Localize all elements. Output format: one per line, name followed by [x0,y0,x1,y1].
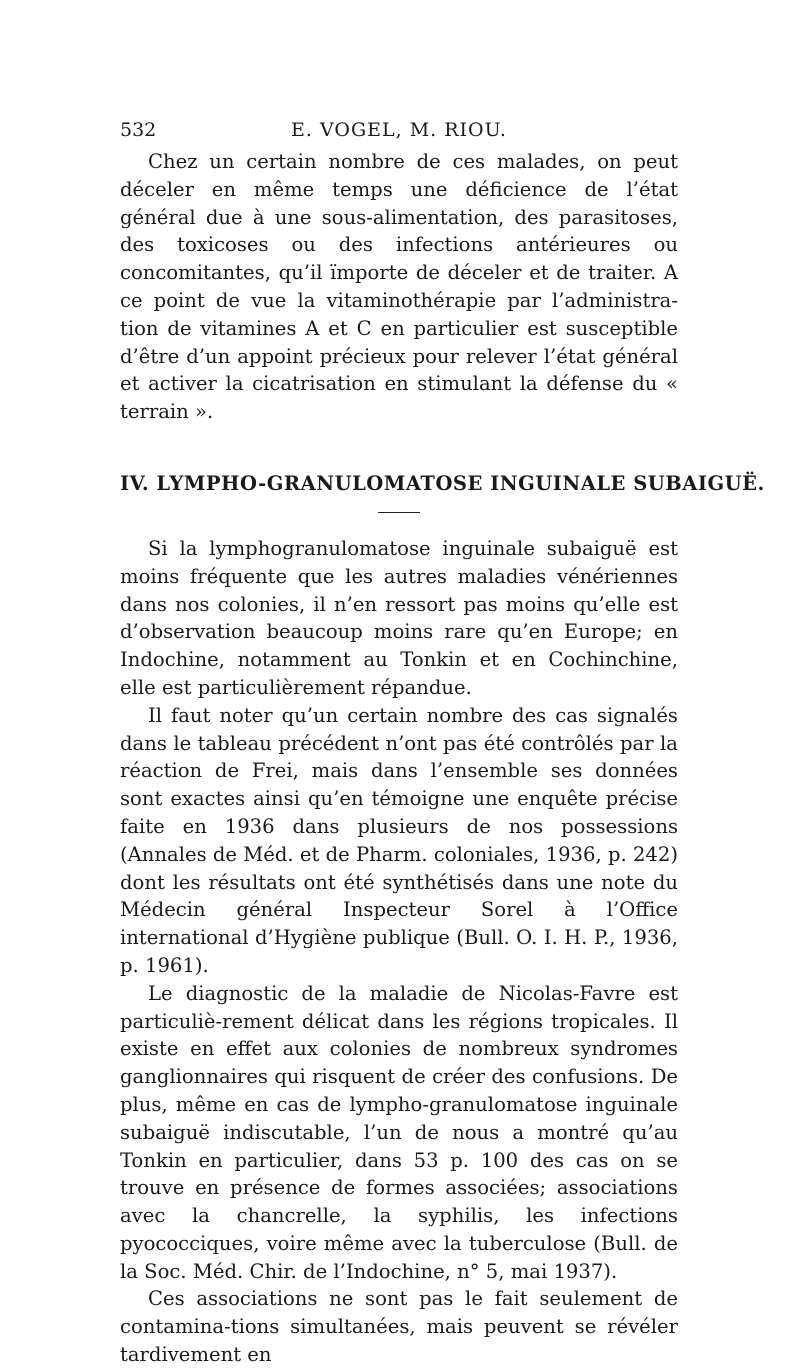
page-number: 532 [120,119,157,141]
paragraph-5: Ces associations ne sont pas le fait seulement de contamina-tions simultanées, mais peuvent se révéler tardivement en [120,1287,678,1367]
running-header [120,112,678,148]
paragraph-4: Le diagnostic de la maladie de Nicolas-Favre est particuliè-rement délicat dans les régions tropicales. Il existe en effet aux colonies de nombreux syndromes ganglionnaires qui risquent de créer des confusions. De plus, même en cas de lympho-granulomatose inguinale subaiguë indiscutable, l’un de nous a montré qu’au Tonkin en particulier, dans 53 p. 100 des cas on se trouve en présence de formes associées; associations avec la chancrelle, la syphilis, les infections pyococciques, voire même avec la tuberculose (Bull. de la Soc. Méd. Chir. de l’Indochine, n° 5, mai 1937). [120,981,678,1283]
paragraph-2: Si la lymphogranulomatose inguinale subaiguë est moins fréquente que les autres maladies vénériennes dans nos colonies, il n’en ressort pas moins qu’elle est d’observation beaucoup moins rare qu’en Europe; en Indochine, notamment au Tonkin et en Cochinchine, elle est particulièrement répandue. [120,536,678,699]
document-page [120,112,765,1369]
running-header-title: E. VOGEL, M. RIOU. [291,119,507,141]
section-heading: IV. LYMPHO-GRANULOMATOSE INGUINALE SUBAIGUË. [120,471,765,495]
paragraph-1: Chez un certain nombre de ces malades, on peut déceler en même temps une déficience de l’état général due à une sous-alimentation, des parasitoses, des toxicoses ou des infections antérieures ou concomitantes, qu’il ïmporte de déceler et de traiter. A ce point de vue la vitaminothérapie par l’administra-tion de vitamines A et C en particulier est susceptible d’être d’un appoint précieux pour relever l’état général et activer la cicatrisation en stimulant la défense du « terrain ». [120,150,678,424]
paragraph-3: Il faut noter qu’un certain nombre des cas signalés dans le tableau précédent n’ont pas été contrôlés par la réaction de Frei, mais dans l’ensemble ses données sont exactes ainsi qu’en témoigne une enquête précise faite en 1936 dans plusieurs de nos possessions (Annales de Méd. et de Pharm. coloniales, 1936, p. 242) dont les résultats ont été synthétisés dans une note du Médecin général Inspecteur Sorel à l’Office international d’Hygiène publique (Bull. O. I. H. P., 1936, p. 1961). [120,703,678,977]
section-divider [378,512,420,513]
